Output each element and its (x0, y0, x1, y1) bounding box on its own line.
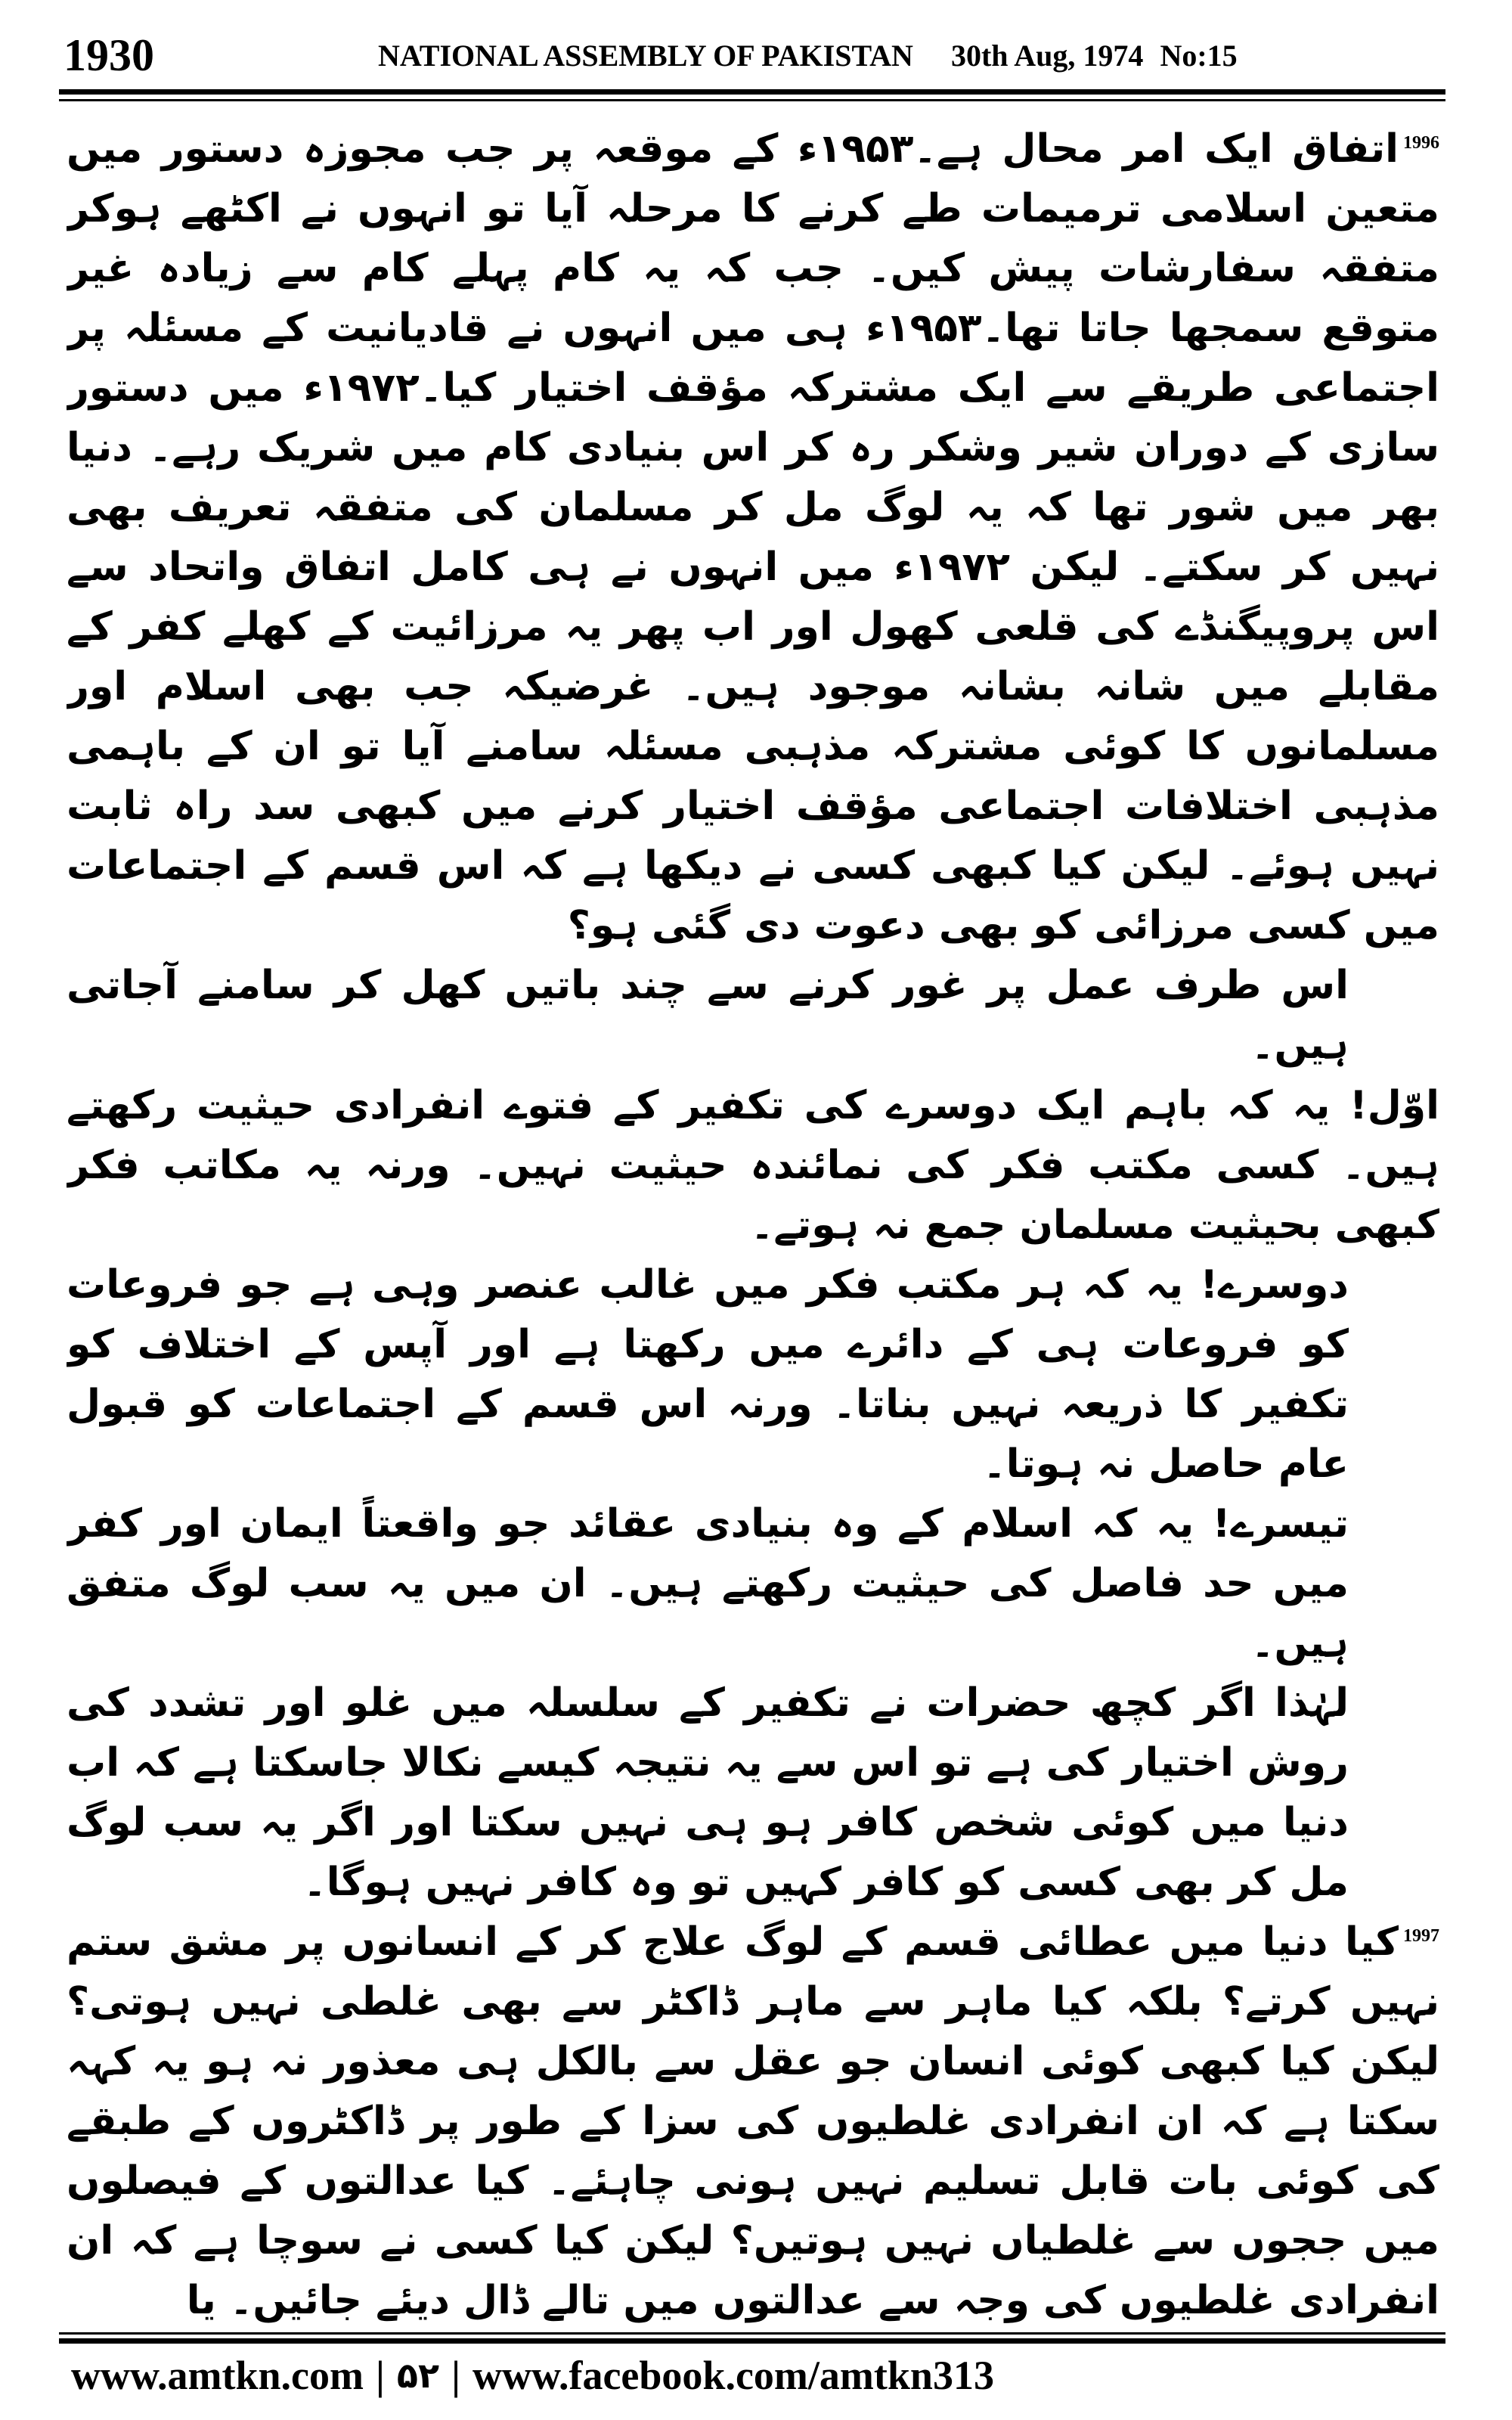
footer-page-label: ۵۲ (396, 2355, 440, 2396)
website-link[interactable]: www.amtkn.com (71, 2353, 364, 2398)
paragraph-4: دوسرے! یہ کہ ہر مکتب فکر میں غالب عنصر وہی ہے جو فروعات کو فروعات ہی کے دائرے میں رکھتا ہے اور آپس کے اختلاف کو تکفیر کا ذریعہ نہیں بناتا۔ ورنہ اس قسم کے اجتماعات کو قبول عام حاصل نہ ہوتا۔ (67, 1261, 1349, 1487)
footer-separator-left: | (376, 2353, 385, 2398)
page-header (64, 27, 1442, 83)
header-rule-thin (59, 99, 1445, 101)
footer-rule-thin (59, 2332, 1445, 2335)
paragraph-2: اس طرف عمل پر غور کرنے سے چند باتیں کھل کر سامنے آجاتی ہیں۔ (67, 963, 1349, 1069)
paragraph-1 (67, 119, 1439, 956)
footer-separator-right: | (451, 2353, 460, 2398)
paragraph-5: تیسرے! یہ کہ اسلام کے وہ بنیادی عقائد جو واقعتاً ایمان اور کفر میں حد فاصل کی حیثیت رکھتے ہیں۔ ان میں یہ سب لوگ متفق ہیں۔ (67, 1500, 1349, 1666)
page-number: 1930 (64, 29, 154, 80)
paragraph-1-text: اتفاق ایک امر محال ہے۔۱۹۵۳ء کے موقعہ پر جب مجوزہ دستور میں متعین اسلامی ترمیمات طے کرنے کا مرحلہ آیا تو انہوں نے اکٹھے ہوکر متفقہ سفارشات پیش کیں۔ جب کہ یہ کام پہلے کام سے زیادہ غیر متوقع سمجھا جاتا تھا۔۱۹۵۳ء ہی میں انہوں نے قادیانیت کے مسئلہ پر اجتماعی طریقے سے ایک مشترکہ مؤقف اختیار کیا۔۱۹۷۲ء میں دستور سازی کے دوران شیر وشکر رہ کر اس بنیادی کام میں شریک رہے۔ دنیا بھر میں شور تھا کہ یہ لوگ مل کر مسلمان کی متفقہ تعریف بھی نہیں کر سکتے۔ لیکن ۱۹۷۲ء میں انہوں نے ہی کامل اتفاق واتحاد سے اس پروپیگنڈے کی قلعی کھول اور اب پھر یہ مرزائیت کے کھلے کفر کے مقابلے میں شانہ بشانہ موجود ہیں۔ غرضیکہ جب بھی اسلام اور مسلمانوں کا کوئی مشترکہ مذہبی مسئلہ سامنے آیا تو ان کے باہمی مذہبی اختلافات اجتماعی مؤقف اختیار کرنے میں کبھی سد راہ ثابت نہیں ہوئے۔ لیکن کیا کبھی کسی نے دیکھا ہے کہ اس قسم کے اجتماعات میں کسی مرزائی کو بھی دعوت دی گئی ہو؟ (67, 126, 1439, 949)
footer-rule-thick (59, 2338, 1445, 2344)
facebook-link[interactable]: www.facebook.com/amtkn313 (472, 2353, 994, 2398)
session-date: 30th Aug, 1974 (950, 38, 1144, 73)
header-rule-thick (59, 89, 1445, 95)
paragraph-3: اوّل! یہ کہ باہم ایک دوسرے کی تکفیر کے فتوے انفرادی حیثیت رکھتے ہیں۔ کسی مکتب فکر کی نمائندہ حیثیت نہیں۔ ورنہ یہ مکاتب فکر کبھی بحیثیت مسلمان جمع نہ ہوتے۔ (67, 1082, 1439, 1248)
page-footer (71, 2347, 1439, 2403)
footnote-marker-1997: 1997 (1403, 1925, 1439, 1946)
publication-title: NATIONAL ASSEMBLY OF PAKISTAN (378, 38, 913, 73)
footnote-marker-1996: 1996 (1403, 132, 1439, 153)
paragraph-6: لہٰذا اگر کچھ حضرات نے تکفیر کے سلسلہ میں غلو اور تشدد کی روش اختیار کی ہے تو اس سے یہ نتیجہ کیسے نکالا جاسکتا ہے کہ اب دنیا میں کوئی شخص کافر ہو ہی نہیں سکتا اور اگر یہ سب لوگ مل کر بھی کسی کو کافر کہیں تو وہ کافر نہیں ہوگا۔ (67, 1680, 1349, 1905)
paragraph-7 (67, 1913, 1439, 2328)
paragraph-7-text: کیا دنیا میں عطائی قسم کے لوگ علاج کر کے انسانوں پر مشق ستم نہیں کرتے؟ بلکہ کیا ماہر سے ماہر ڈاکٹر سے بھی غلطی نہیں ہوتی؟ لیکن کیا کبھی کوئی انسان جو عقل سے بالکل ہی معذور نہ ہو یہ کہہ سکتا ہے کہ ان انفرادی غلطیوں کی سزا کے طور پر ڈاکٹروں کے طبقے کی کوئی بات قابل تسلیم نہیں ہونی چاہئے۔ کیا عدالتوں کے فیصلوں میں ججوں سے غلطیاں نہیں ہوتیں؟ لیکن کیا کسی نے سوچا ہے کہ ان انفرادی غلطیوں کی وجہ سے عدالتوں میں تالے ڈال دیئے جائیں۔ یا (67, 1919, 1439, 2324)
issue-number: No:15 (1160, 38, 1238, 73)
page-body (67, 119, 1439, 2328)
